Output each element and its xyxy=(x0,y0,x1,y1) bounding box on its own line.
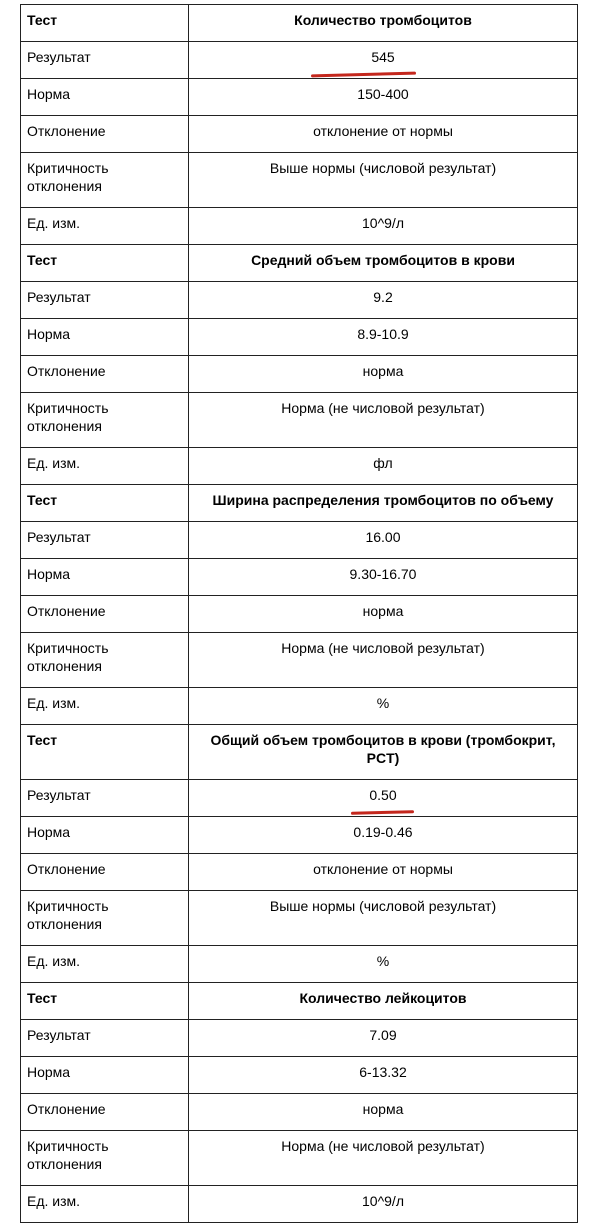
result-label: Результат xyxy=(21,1020,189,1057)
deviation-row xyxy=(21,356,578,393)
deviation-row xyxy=(21,596,578,633)
result-value-cell xyxy=(189,42,578,79)
result-value-cell xyxy=(189,780,578,817)
test-header-row xyxy=(21,725,578,780)
result-row xyxy=(21,282,578,319)
criticality-label: Критичность отклонения xyxy=(21,891,189,946)
test-name: Количество тромбоцитов xyxy=(189,5,578,42)
deviation-label: Отклонение xyxy=(21,1094,189,1131)
deviation-label: Отклонение xyxy=(21,596,189,633)
norm-row xyxy=(21,319,578,356)
criticality-row xyxy=(21,891,578,946)
test-name: Общий объем тромбоцитов в крови (тромбокрит, PCT) xyxy=(189,725,578,780)
unit-row xyxy=(21,946,578,983)
norm-row xyxy=(21,817,578,854)
test-name: Ширина распределения тромбоцитов по объему xyxy=(189,485,578,522)
criticality-value: Выше нормы (числовой результат) xyxy=(189,153,578,208)
lab-results-table xyxy=(20,4,578,1223)
unit-label: Ед. изм. xyxy=(21,688,189,725)
result-label: Результат xyxy=(21,42,189,79)
test-header-row xyxy=(21,983,578,1020)
result-row xyxy=(21,1020,578,1057)
criticality-label: Критичность отклонения xyxy=(21,633,189,688)
result-value: 16.00 xyxy=(189,522,578,559)
norm-row xyxy=(21,79,578,116)
test-label: Тест xyxy=(21,245,189,282)
unit-label: Ед. изм. xyxy=(21,946,189,983)
deviation-value: отклонение от нормы xyxy=(189,116,578,153)
criticality-value: Норма (не числовой результат) xyxy=(189,633,578,688)
deviation-value: норма xyxy=(189,1094,578,1131)
deviation-value: норма xyxy=(189,356,578,393)
unit-row xyxy=(21,1186,578,1223)
test-name: Количество лейкоцитов xyxy=(189,983,578,1020)
result-value: 0.50 xyxy=(369,787,397,803)
norm-value: 150-400 xyxy=(189,79,578,116)
criticality-row xyxy=(21,1131,578,1186)
criticality-value: Норма (не числовой результат) xyxy=(189,1131,578,1186)
criticality-row xyxy=(21,153,578,208)
norm-value: 8.9-10.9 xyxy=(189,319,578,356)
test-label: Тест xyxy=(21,5,189,42)
unit-label: Ед. изм. xyxy=(21,1186,189,1223)
norm-value: 6-13.32 xyxy=(189,1057,578,1094)
norm-row xyxy=(21,559,578,596)
result-row xyxy=(21,780,578,817)
unit-label: Ед. изм. xyxy=(21,208,189,245)
criticality-label: Критичность отклонения xyxy=(21,153,189,208)
result-label: Результат xyxy=(21,282,189,319)
norm-value: 9.30-16.70 xyxy=(189,559,578,596)
unit-value: 10^9/л xyxy=(189,1186,578,1223)
unit-row xyxy=(21,448,578,485)
unit-value: фл xyxy=(189,448,578,485)
criticality-row xyxy=(21,633,578,688)
deviation-row xyxy=(21,854,578,891)
deviation-label: Отклонение xyxy=(21,854,189,891)
result-value: 545 xyxy=(371,49,395,65)
test-header-row xyxy=(21,485,578,522)
deviation-label: Отклонение xyxy=(21,116,189,153)
criticality-label: Критичность отклонения xyxy=(21,1131,189,1186)
test-name: Средний объем тромбоцитов в крови xyxy=(189,245,578,282)
norm-label: Норма xyxy=(21,319,189,356)
unit-value: 10^9/л xyxy=(189,208,578,245)
deviation-value: норма xyxy=(189,596,578,633)
unit-row xyxy=(21,688,578,725)
result-value: 7.09 xyxy=(189,1020,578,1057)
norm-row xyxy=(21,1057,578,1094)
norm-label: Норма xyxy=(21,1057,189,1094)
criticality-value: Выше нормы (числовой результат) xyxy=(189,891,578,946)
unit-value: % xyxy=(189,946,578,983)
test-label: Тест xyxy=(21,485,189,522)
unit-row xyxy=(21,208,578,245)
result-row xyxy=(21,522,578,559)
criticality-row xyxy=(21,393,578,448)
norm-label: Норма xyxy=(21,817,189,854)
result-row xyxy=(21,42,578,79)
test-header-row xyxy=(21,245,578,282)
unit-label: Ед. изм. xyxy=(21,448,189,485)
norm-label: Норма xyxy=(21,559,189,596)
result-value: 9.2 xyxy=(189,282,578,319)
deviation-label: Отклонение xyxy=(21,356,189,393)
result-label: Результат xyxy=(21,522,189,559)
result-label: Результат xyxy=(21,780,189,817)
test-label: Тест xyxy=(21,725,189,780)
test-header-row xyxy=(21,5,578,42)
criticality-label: Критичность отклонения xyxy=(21,393,189,448)
deviation-row xyxy=(21,116,578,153)
test-label: Тест xyxy=(21,983,189,1020)
deviation-value: отклонение от нормы xyxy=(189,854,578,891)
norm-label: Норма xyxy=(21,79,189,116)
criticality-value: Норма (не числовой результат) xyxy=(189,393,578,448)
unit-value: % xyxy=(189,688,578,725)
norm-value: 0.19-0.46 xyxy=(189,817,578,854)
deviation-row xyxy=(21,1094,578,1131)
